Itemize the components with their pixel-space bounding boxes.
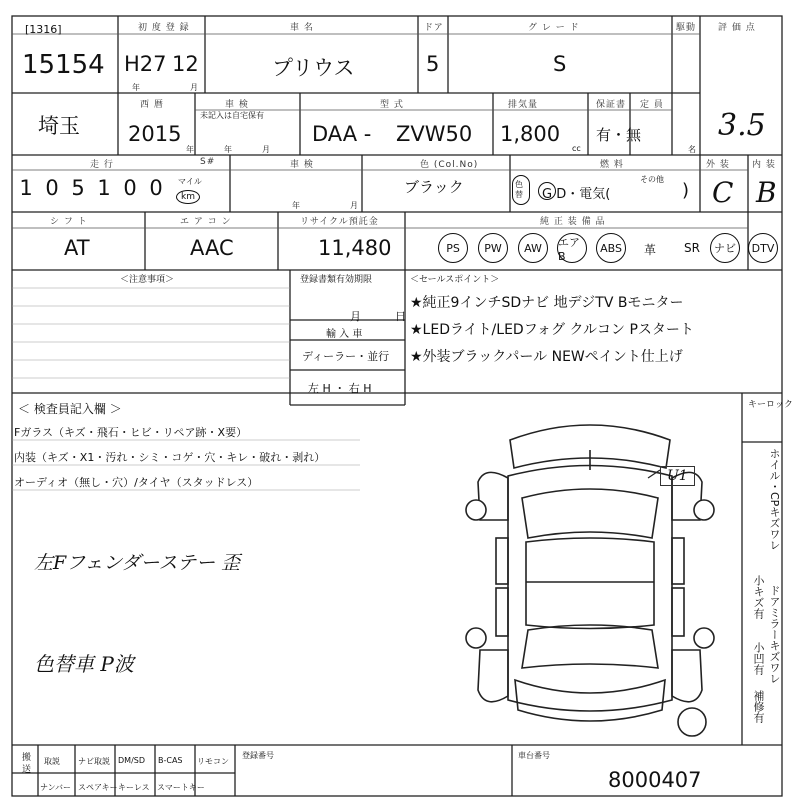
- month-unit-3: 月: [350, 201, 358, 210]
- first-reg-value: H27: [124, 52, 167, 76]
- model-code: ZVW50: [396, 122, 473, 146]
- cc-unit: cc: [572, 144, 581, 153]
- inspector-note: オーディオ（無し・穴）/タイヤ（スタッドレス）: [14, 476, 259, 489]
- keylock-label: キーロック: [748, 400, 793, 410]
- equipment-item: DTV: [748, 233, 778, 263]
- mileage-digit: 1: [19, 176, 33, 200]
- reg-no-label: 登録番号: [242, 751, 274, 760]
- bottom-label: DM/SD: [118, 756, 145, 765]
- doors-value: 5: [426, 52, 440, 76]
- aircon-value: AAC: [190, 236, 234, 260]
- grade-value: S: [553, 52, 567, 76]
- doors-label: ドア: [424, 23, 444, 33]
- equipment-item: ナビ: [710, 233, 740, 263]
- chassis-no-label: 車台番号: [518, 751, 550, 760]
- mileage-unit-km: km: [176, 190, 200, 204]
- inspector-label: ＜ 検査員記入欄 ＞: [18, 402, 122, 416]
- equipment-item: PS: [438, 233, 468, 263]
- rating-label: 評 価 点: [718, 23, 756, 33]
- model-year-value: 2015: [128, 122, 182, 146]
- inspection-label-2: 車 検: [290, 160, 314, 170]
- warranty-value: 有・無: [596, 126, 642, 144]
- equipment-item: PW: [478, 233, 508, 263]
- not-registered-note: 未記入は自宅保有: [200, 111, 264, 120]
- year-unit: 年: [132, 83, 140, 92]
- aircon-label: エ ア コ ン: [180, 217, 232, 227]
- notes-label: ＜注意事項＞: [120, 275, 175, 285]
- reg-month-unit: 月: [350, 310, 361, 323]
- equipment-item: エアB: [557, 233, 587, 263]
- lot-code: [1316]: [25, 23, 62, 36]
- mileage-digit: 5: [71, 176, 85, 200]
- person-unit: 名: [688, 145, 696, 154]
- handwritten-note: 色替車 P波: [34, 652, 134, 676]
- diagram-mark: U1: [660, 466, 695, 486]
- shift-label: シ フ ト: [50, 217, 88, 227]
- mileage-digits: [14, 176, 168, 200]
- equipment-item: 革: [644, 243, 657, 257]
- equipment-item: AW: [518, 233, 548, 263]
- bottom-label: スマートキー: [157, 783, 205, 792]
- grade-label: グ レ ー ド: [528, 23, 580, 33]
- bottom-label: スペアキー: [78, 783, 118, 792]
- side-note: 小凹有: [752, 642, 765, 675]
- sales-label: ＜セールスポイント＞: [410, 275, 500, 285]
- mileage-label: 走 行: [90, 160, 114, 170]
- bottom-label: キーレス: [118, 783, 150, 792]
- reg-doc-label: 登録書類有効期限: [300, 275, 373, 285]
- displacement-value: 1,800: [500, 122, 561, 146]
- inspector-note: 内装（キズ・X1・汚れ・シミ・コゲ・穴・キレ・破れ・剥れ）: [14, 451, 326, 464]
- color-value: ブラック: [404, 178, 464, 196]
- interior-grade: B: [756, 176, 777, 209]
- bottom-label: リモコン: [197, 757, 229, 766]
- bottom-label: ナンバー: [40, 783, 72, 792]
- inspection-label: 車 検: [225, 100, 249, 110]
- side-note: ドアミラーキズワレ: [768, 585, 781, 684]
- exterior-label: 外 装: [706, 160, 730, 170]
- equipment-label: 純 正 装 備 品: [540, 217, 606, 227]
- first-reg-label: 初 度 登 録: [138, 23, 190, 33]
- color-label: 色 (Col.No): [420, 160, 479, 170]
- equipment-item: ABS: [596, 233, 626, 263]
- capacity-label: 定 員: [640, 100, 664, 110]
- mileage-unit-mile: マイル: [178, 177, 202, 186]
- year-unit-2: 年: [186, 145, 194, 154]
- sales-point: ★純正9インチSDナビ 地デジTV Bモニター: [410, 295, 684, 311]
- side-note: ホイル・CPキズワレ: [768, 448, 781, 551]
- chassis-no-value: 8000407: [608, 768, 702, 792]
- region-value: 埼玉: [38, 114, 80, 138]
- month-unit: 月: [190, 83, 198, 92]
- fuel-close: ): [682, 180, 690, 201]
- handwritten-note: 左Fフェンダーステー 歪: [34, 552, 241, 574]
- fuel-value: G D・電気(: [542, 187, 611, 202]
- color-swap-mark: 色替: [512, 175, 530, 205]
- equipment-item: SR: [684, 241, 700, 255]
- mileage-digit: 0: [149, 176, 163, 200]
- bottom-label: B-CAS: [158, 756, 183, 765]
- handle-label: 左 H ・ 右 H: [308, 382, 372, 395]
- recycle-label: リサイクル預託金: [300, 217, 379, 227]
- dealer-label: ディーラー・並行: [302, 350, 390, 363]
- car-diagram: [460, 410, 720, 740]
- recycle-value: 11,480: [318, 236, 392, 260]
- rating-value: 3.5: [718, 108, 766, 143]
- model-label: 型 式: [380, 100, 404, 110]
- sales-point: ★LEDライト/LEDフォグ クルコン Pスタート: [410, 322, 694, 338]
- year-unit-4: 年: [292, 201, 300, 210]
- drive-label: 駆動: [676, 23, 697, 33]
- year-unit-3: 年: [224, 145, 232, 154]
- model-prefix: DAA -: [312, 122, 372, 146]
- car-name-label: 車 名: [290, 23, 314, 33]
- equipment-row: [438, 233, 775, 265]
- mileage-digit: 0: [45, 176, 59, 200]
- shift-value: AT: [64, 236, 90, 260]
- car-name-value: プリウス: [272, 56, 355, 80]
- first-reg-month: 12: [172, 52, 199, 76]
- transport-label: 搬 送: [20, 752, 30, 773]
- side-note: 補修有: [752, 690, 765, 723]
- sno-label: S#: [200, 157, 216, 167]
- month-unit-2: 月: [262, 145, 270, 154]
- import-label: 輸 入 車: [326, 329, 363, 340]
- displacement-label: 排気量: [508, 100, 539, 110]
- lot-number: 15154: [22, 50, 105, 80]
- bottom-label: 取説: [44, 757, 60, 766]
- warranty-label: 保証書: [596, 100, 627, 110]
- interior-label: 内 装: [752, 160, 776, 170]
- model-year-label: 西 暦: [140, 100, 164, 110]
- exterior-grade: C: [712, 176, 734, 209]
- fuel-other: その他: [640, 175, 664, 184]
- fuel-gas-circle: [538, 182, 556, 200]
- mileage-digit: 0: [123, 176, 137, 200]
- mileage-digit: 1: [97, 176, 111, 200]
- inspector-note: Fガラス（キズ・飛石・ヒビ・リペア跡・X要）: [14, 426, 248, 439]
- bottom-label: ナビ取説: [78, 757, 110, 766]
- sales-point: ★外装ブラックパール NEWペイント仕上げ: [410, 349, 683, 365]
- side-note: 小キズ有: [752, 575, 765, 619]
- reg-day-unit: 日: [395, 310, 406, 323]
- fuel-label: 燃 料: [600, 160, 624, 170]
